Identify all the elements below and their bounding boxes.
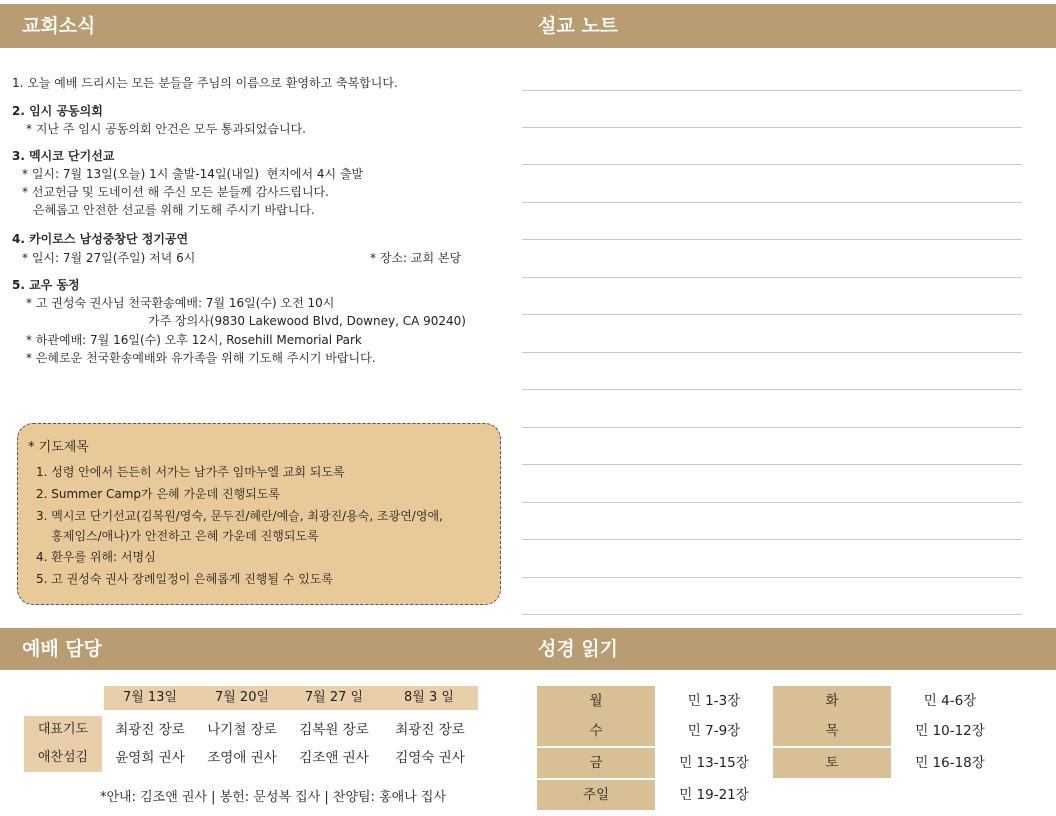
news-item-3-title: 3. 멕시코 단기선교 (12, 149, 115, 163)
bible-day: 수 (537, 716, 655, 746)
note-line (522, 577, 1022, 578)
news-item-5-line4: * 은혜로운 천국환송예배와 유가족을 위해 기도해 주시기 바랍니다. (26, 351, 376, 365)
bible-day: 토 (773, 748, 891, 778)
bible-day: 월 (537, 686, 655, 716)
prayer-item: 5. 고 권성숙 권사 장례일정이 은혜롭게 진행될 수 있도록 (36, 572, 333, 586)
note-line (522, 314, 1022, 315)
prayer-item: 4. 환우를 위해: 서명심 (36, 550, 156, 564)
note-line (522, 239, 1022, 240)
news-item-5-line3: * 하관예배: 7월 16일(수) 오후 12시, Rosehill Memorial Park (26, 333, 362, 347)
news-item-4-line1: * 일시: 7월 27일(주일) 저녁 6시 (22, 251, 196, 265)
news-item-3-line3: 은혜롭고 안전한 선교를 위해 기도해 주시기 바랍니다. (33, 203, 315, 217)
news-item-4-place: * 장소: 교회 본당 (370, 251, 462, 265)
note-line (522, 277, 1022, 278)
note-line (522, 90, 1022, 91)
note-line (522, 127, 1022, 128)
schedule-date: 7월 20일 (214, 690, 270, 705)
schedule-cell: 김조앤 권사 (299, 750, 369, 766)
prayer-item: 홍제임스/애나)가 안전하고 은혜 가운데 진행되도록 (36, 529, 319, 543)
bible-day: 금 (537, 748, 655, 778)
bible-reading: 민 13-15장 (679, 755, 749, 771)
schedule-role: 대표기도 (24, 716, 102, 744)
note-line (522, 539, 1022, 540)
bible-reading: 민 10-12장 (915, 723, 985, 739)
schedule-cell: 나기철 장로 (207, 722, 277, 738)
header-band-bottom (0, 628, 1056, 670)
schedule-date: 8월 3 일 (404, 690, 454, 705)
schedule-cell: 조영애 권사 (207, 750, 277, 766)
note-line (522, 164, 1022, 165)
schedule-cell: 김영숙 권사 (395, 750, 465, 766)
prayer-item: 2. Summer Camp가 은혜 가운데 진행되도록 (36, 487, 280, 501)
bible-day: 주일 (537, 780, 655, 810)
news-item-2-title: 2. 임시 공동의회 (12, 104, 103, 118)
note-line (522, 389, 1022, 390)
news-item-3-line1: * 일시: 7월 13일(오늘) 1시 출발-14일(내일) 현지에서 4시 출발 (22, 167, 364, 181)
bible-day: 화 (773, 686, 891, 716)
bible-reading: 민 1-3장 (687, 693, 741, 709)
bible-reading: 민 4-6장 (923, 693, 977, 709)
prayer-item: 3. 멕시코 단기선교(김복원/영숙, 문두진/혜란/예슬, 최광진/용숙, 조광연/영애, (36, 509, 443, 523)
bible-day: 목 (773, 716, 891, 746)
news-item-5-line2: 가주 장의사(9830 Lakewood Blvd, Downey, CA 90240) (148, 314, 466, 328)
worship-duty-header: 예배 담당 (22, 638, 103, 660)
bible-reading: 민 7-9장 (687, 723, 741, 739)
schedule-notice: *안내: 김조앤 권사 | 봉헌: 문성복 집사 | 찬양팀: 홍애나 집사 (100, 790, 446, 805)
news-item-5-title: 5. 교우 동정 (12, 278, 80, 292)
prayer-title: * 기도제목 (28, 440, 89, 455)
news-item-5-line1: * 고 권성숙 권사님 천국환송예배: 7월 16일(수) 오전 10시 (26, 296, 335, 310)
note-line (522, 502, 1022, 503)
header-band-top (0, 4, 1056, 48)
note-line (522, 464, 1022, 465)
schedule-date: 7월 13일 (122, 690, 178, 705)
prayer-requests-box (17, 423, 501, 605)
schedule-cell: 김복원 장로 (299, 722, 369, 738)
schedule-cell: 최광진 장로 (115, 722, 185, 738)
schedule-date: 7월 27 일 (304, 690, 364, 705)
prayer-item: 1. 성령 안에서 든든히 서가는 남가주 임마누엘 교회 되도록 (36, 465, 345, 479)
schedule-cell: 윤영희 권사 (115, 750, 185, 766)
schedule-role: 애찬섬김 (24, 744, 102, 772)
note-line (522, 614, 1022, 615)
news-item-3-line2: * 선교헌금 및 도네이션 해 주신 모든 분들께 감사드립니다. (22, 185, 329, 199)
news-item-1: 1. 오늘 예배 드리시는 모든 분들을 주님의 이름으로 환영하고 축복합니다. (12, 76, 398, 90)
bible-reading-header: 성경 읽기 (538, 638, 619, 660)
note-line (522, 352, 1022, 353)
news-item-2-line1: * 지난 주 임시 공동의회 안건은 모두 통과되었습니다. (26, 122, 306, 136)
schedule-cell: 최광진 장로 (395, 722, 465, 738)
note-line (522, 427, 1022, 428)
news-header: 교회소식 (22, 15, 96, 37)
note-line (522, 202, 1022, 203)
bible-reading: 민 16-18장 (915, 755, 985, 771)
news-item-4-title: 4. 카이로스 남성중창단 정기공연 (12, 232, 189, 246)
sermon-notes-header: 설교 노트 (538, 15, 619, 37)
bible-reading: 민 19-21장 (679, 787, 749, 803)
